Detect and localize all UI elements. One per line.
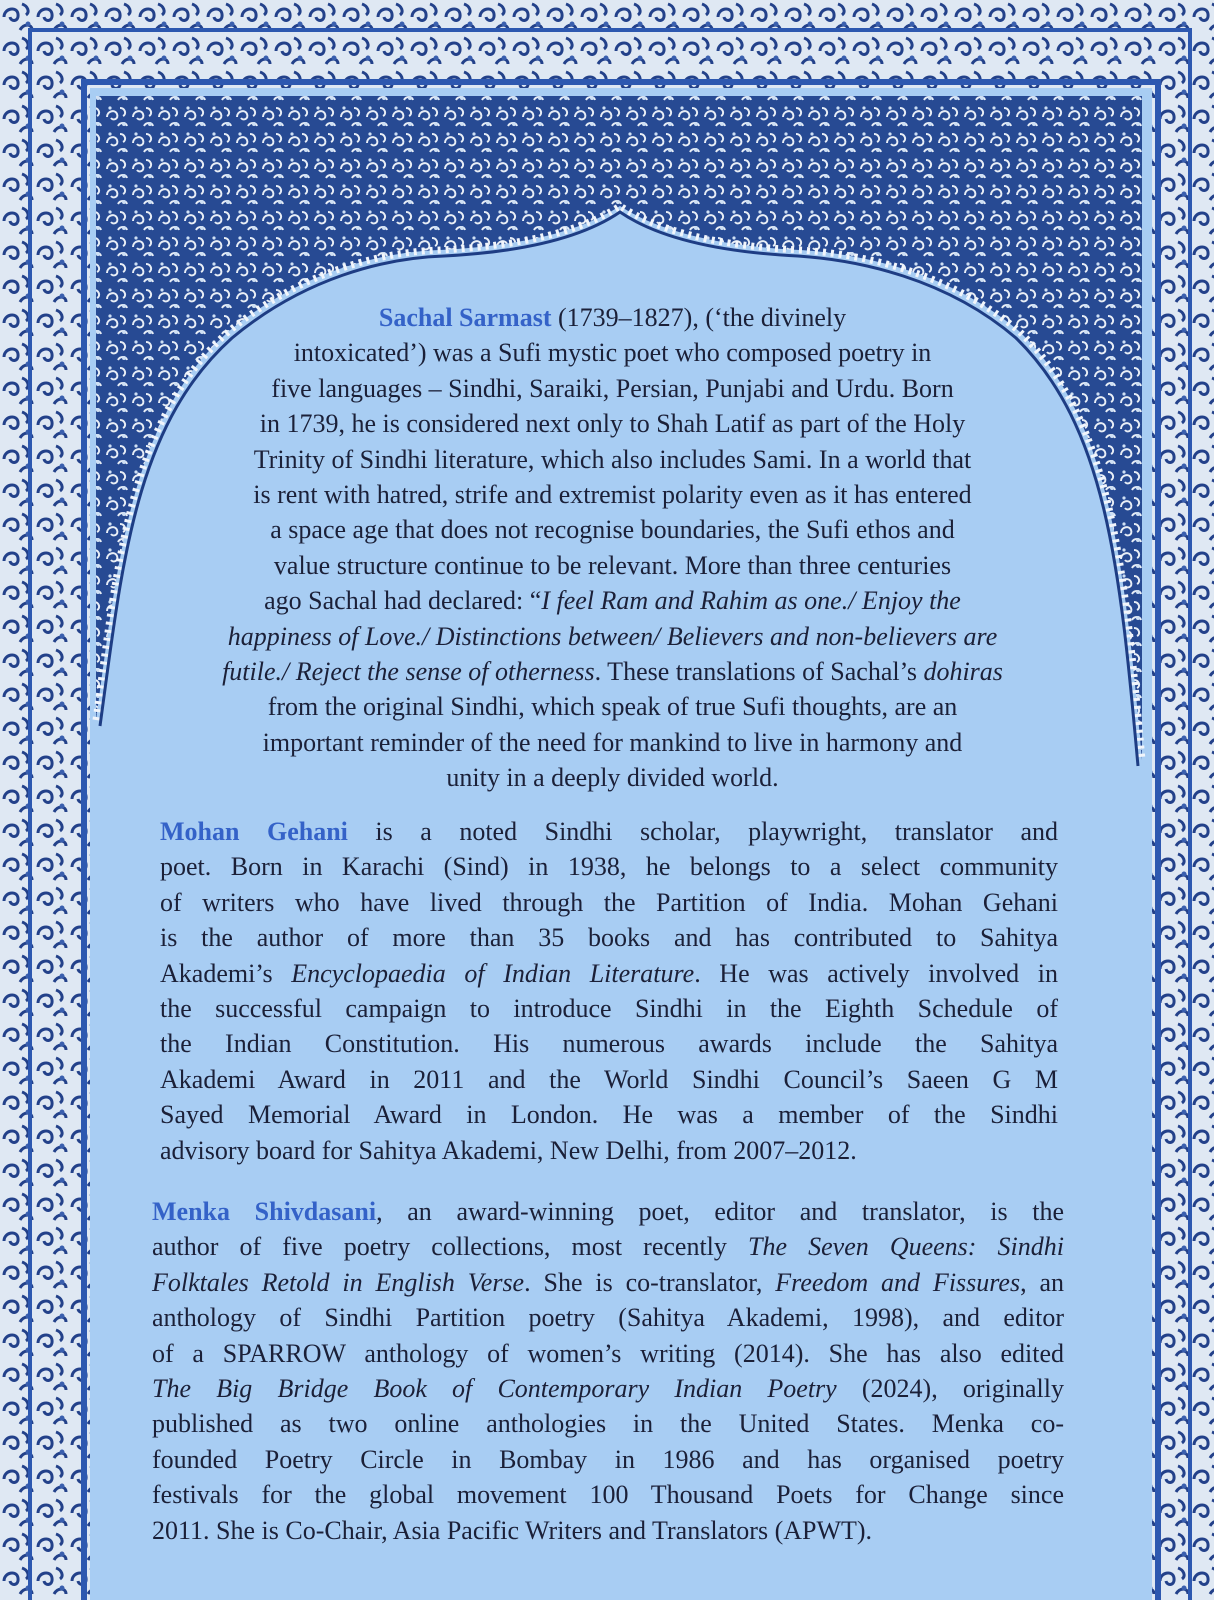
text-segment: Trinity of Sindhi literature, which also includes Sami. In a world that (253, 444, 972, 474)
text-line (152, 1265, 1064, 1300)
text-line (150, 654, 1075, 689)
text-line (150, 619, 1075, 654)
text-segment: 2011. She is Co-Chair, Asia Pacific Writers and Translators (APWT). (152, 1515, 873, 1545)
text-line (160, 1026, 1058, 1061)
text-segment: (2024), originally (836, 1374, 1064, 1404)
italic-text: Encyclopaedia of Indian Literature (291, 958, 695, 988)
text-segment: festivals for the global movement 100 Thousand Poets for Change since (152, 1480, 1064, 1510)
menka-shivdasani-bio (152, 1194, 1064, 1548)
text-line (150, 725, 1075, 760)
text-segment: , an (1020, 1267, 1065, 1297)
text-segment: in 1739, he is considered next only to Shah Latif as part of the Holy (259, 409, 966, 439)
italic-text: The Seven Queens: Sindhi (748, 1232, 1064, 1262)
text-line (150, 406, 1075, 441)
italic-text: Freedom and Fissures (775, 1267, 1021, 1297)
text-segment: poet. Born in Karachi (Sind) in 1938, he belongs to a select community (160, 852, 1058, 882)
text-segment: (1739–1827), (‘the divinely (551, 303, 847, 332)
text-segment: important reminder of the need for mankind to live in harmony and (262, 727, 963, 757)
text-line (150, 512, 1075, 547)
text-segment: founded Poetry Circle in Bombay in 1986 and has organised poetry (152, 1444, 1064, 1474)
author-name: Menka Shivdasani (152, 1197, 377, 1226)
text-line (152, 1477, 1064, 1512)
text-segment: five languages – Sindhi, Saraiki, Persian, Punjabi and Urdu. Born (271, 373, 954, 403)
text-segment: a space age that does not recognise boundaries, the Sufi ethos and (270, 515, 955, 545)
text-line (160, 885, 1058, 920)
sachal-sarmast-bio (150, 300, 1075, 796)
text-segment: Sayed Memorial Award in London. He was a member of the Sindhi (160, 1100, 1058, 1130)
text-segment: author of five poetry collections, most recently (152, 1232, 749, 1262)
text-segment: is rent with hatred, strife and extremist polarity even as it has entered (253, 480, 972, 510)
text-segment: published as two online anthologies in the United States. Menka co- (152, 1409, 1064, 1439)
italic-text: futile./ Reject the sense of otherness (222, 657, 595, 687)
text-line (150, 477, 1075, 512)
text-line (152, 1371, 1064, 1406)
text-line (152, 1442, 1064, 1477)
text-segment: ago Sachal had declared: “ (264, 586, 542, 616)
text-segment: . He was actively involved in (694, 958, 1058, 988)
text-segment: . These translations of Sachal’s (594, 657, 924, 687)
text-segment: Akademi’s (160, 958, 292, 988)
text-line (160, 920, 1058, 955)
text-line (150, 442, 1075, 477)
text-line (160, 1062, 1058, 1097)
text-segment: . She is co-translator, (524, 1267, 776, 1297)
text-line (152, 1406, 1064, 1441)
text-line (152, 1336, 1064, 1371)
text-segment: of writers who have lived through the Partition of India. Mohan Gehani (160, 887, 1058, 917)
text-segment: of a SPARROW anthology of women’s writing (2014). She has also edited (152, 1338, 1064, 1368)
text-line (160, 991, 1058, 1026)
text-segment: Akademi Award in 2011 and the World Sindhi Council’s Saeen G M (160, 1064, 1058, 1094)
text-line (152, 1513, 1064, 1548)
text-line (152, 1300, 1064, 1335)
text-line (150, 300, 1075, 335)
text-line (150, 371, 1075, 406)
text-segment: unity in a deeply divided world. (446, 763, 779, 793)
mohan-gehani-bio (160, 814, 1058, 1168)
text-segment: the Indian Constitution. His numerous awards include the Sahitya (160, 1029, 1058, 1059)
text-segment: from the original Sindhi, which speak of true Sufi thoughts, are an (267, 692, 958, 722)
text-segment: , an award-winning poet, editor and translator, is the (376, 1197, 1065, 1226)
author-name: Mohan Gehani (160, 817, 348, 846)
text-segment: the successful campaign to introduce Sindhi in the Eighth Schedule of (160, 994, 1058, 1024)
text-line (160, 956, 1058, 991)
italic-text: The Big Bridge Book of Contemporary Indian Poetry (152, 1374, 837, 1404)
italic-text: I feel Ram and Rahim as one./ Enjoy the (541, 586, 961, 616)
text-segment: is the author of more than 35 books and has contributed to Sahitya (160, 923, 1058, 953)
text-line (150, 335, 1075, 370)
italic-text: Folktales Retold in English Verse (152, 1267, 525, 1297)
text-line (150, 689, 1075, 724)
text-line (152, 1194, 1064, 1229)
text-line (150, 760, 1075, 795)
text-segment: anthology of Sindhi Partition poetry (Sahitya Akademi, 1998), and editor (152, 1303, 1064, 1333)
text-line (160, 1133, 1058, 1168)
text-segment: intoxicated’) was a Sufi mystic poet who composed poetry in (293, 338, 932, 368)
text-line (160, 1097, 1058, 1132)
text-segment: value structure continue to be relevant. More than three centuries (273, 550, 952, 580)
text-line (160, 849, 1058, 884)
italic-text: dohiras (923, 657, 1003, 687)
text-line (150, 583, 1075, 618)
text-line (150, 548, 1075, 583)
text-segment: is a noted Sindhi scholar, playwright, translator and (347, 817, 1058, 846)
author-name: Sachal Sarmast (378, 303, 552, 332)
text-segment: advisory board for Sahitya Akademi, New Delhi, from 2007–2012. (160, 1135, 857, 1165)
text-line (152, 1229, 1064, 1264)
italic-text: happiness of Love./ Distinctions between/ Believers and non-believers are (227, 621, 998, 651)
text-line (160, 814, 1058, 849)
